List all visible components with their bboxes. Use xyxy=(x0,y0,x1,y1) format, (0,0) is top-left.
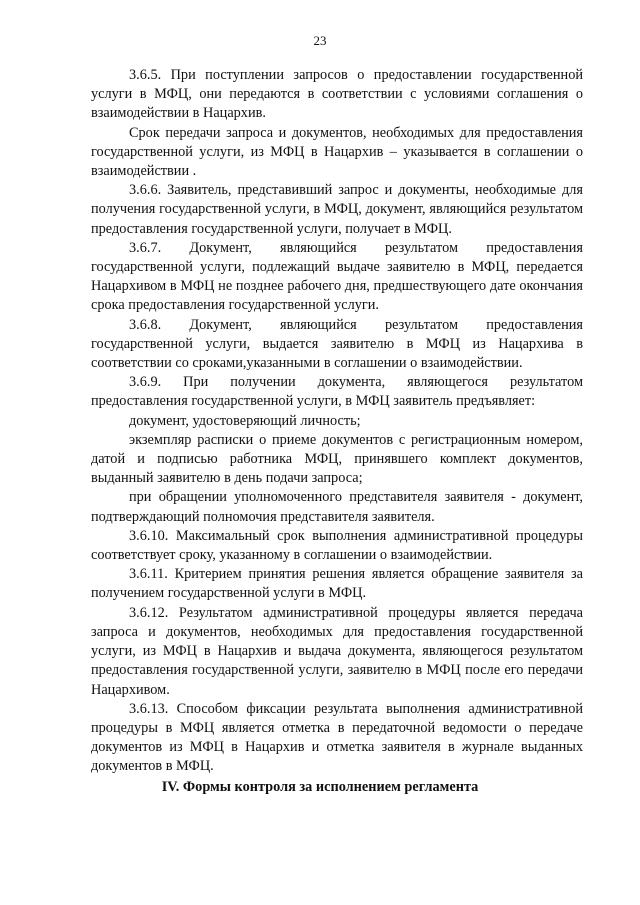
paragraph-3-6-12: 3.6.12. Результатом административной процедуры является передача запроса и документов, необходимых для предоставления государственной услуги, из МФЦ в Нацархив и выдача документа, являющегося результатом предоставления государственной услуги, заявителю в МФЦ после его передачи Нацархивом. xyxy=(91,604,583,698)
paragraph-3-6-11: 3.6.11. Критерием принятия решения является обращение заявителя за получением государственной услуги в МФЦ. xyxy=(91,566,583,602)
document-body xyxy=(91,66,583,777)
list-item-receipt-copy: экземпляр расписки о приеме документов с регистрационным номером, датой и подписью работника МФЦ, принявшего комплект документов, выданный заявителю в день подачи запроса; xyxy=(91,431,583,487)
list-item-representative: при обращении уполномоченного представителя заявителя - документ, подтверждающий полномочия представителя заявителя. xyxy=(91,489,583,525)
paragraph-3-6-13: 3.6.13. Способом фиксации результата выполнения административной процедуры в МФЦ является отметка в передаточной ведомости о передаче документов из МФЦ в Нацархив и отметка заявителя в журнале выданных документов в МФЦ. xyxy=(91,700,583,775)
page-number: 23 xyxy=(313,33,327,48)
paragraph-3-6-10: 3.6.10. Максимальный срок выполнения административной процедуры соответствует сроку, указанному в соглашении о взаимодействии. xyxy=(91,527,583,564)
paragraph-3-6-7: 3.6.7. Документ, являющийся результатом предоставления государственной услуги, подлежащий выдаче заявителю в МФЦ, передается Нацархивом в МФЦ не позднее рабочего дня, предшествующего дате окончания срока предоставления государственной услуги. xyxy=(91,239,583,314)
paragraph-3-6-5: 3.6.5. При поступлении запросов о предоставлении государственной услуги в МФЦ, они передаются в соответствии с условиями соглашения о взаимодействии в Нацархив. xyxy=(91,67,583,122)
paragraph-3-6-6: 3.6.6. Заявитель, представивший запрос и документы, необходимые для получения государственной услуги, в МФЦ, документ, являющийся результатом предоставления государственной услуги, получает в МФЦ. xyxy=(91,182,583,237)
section-heading: IV. Формы контроля за исполнением регламента xyxy=(161,779,479,795)
paragraph-transfer-term: Срок передачи запроса и документов, необходимых для предоставления государственной услуги, из МФЦ в Нацархив – указывается в соглашении о взаимодействии . xyxy=(91,124,583,180)
list-item-identity-document: документ, удостоверяющий личность; xyxy=(129,412,361,429)
paragraph-3-6-8: 3.6.8. Документ, являющийся результатом предоставления государственной услуги, выдается заявителю в МФЦ из Нацархива в соответствии со сроками,указанными в соглашении о взаимодействии. xyxy=(91,316,583,372)
paragraph-3-6-9: 3.6.9. При получении документа, являющегося результатом предоставления государственной услуги, в МФЦ заявитель предъявляет: xyxy=(91,374,583,410)
